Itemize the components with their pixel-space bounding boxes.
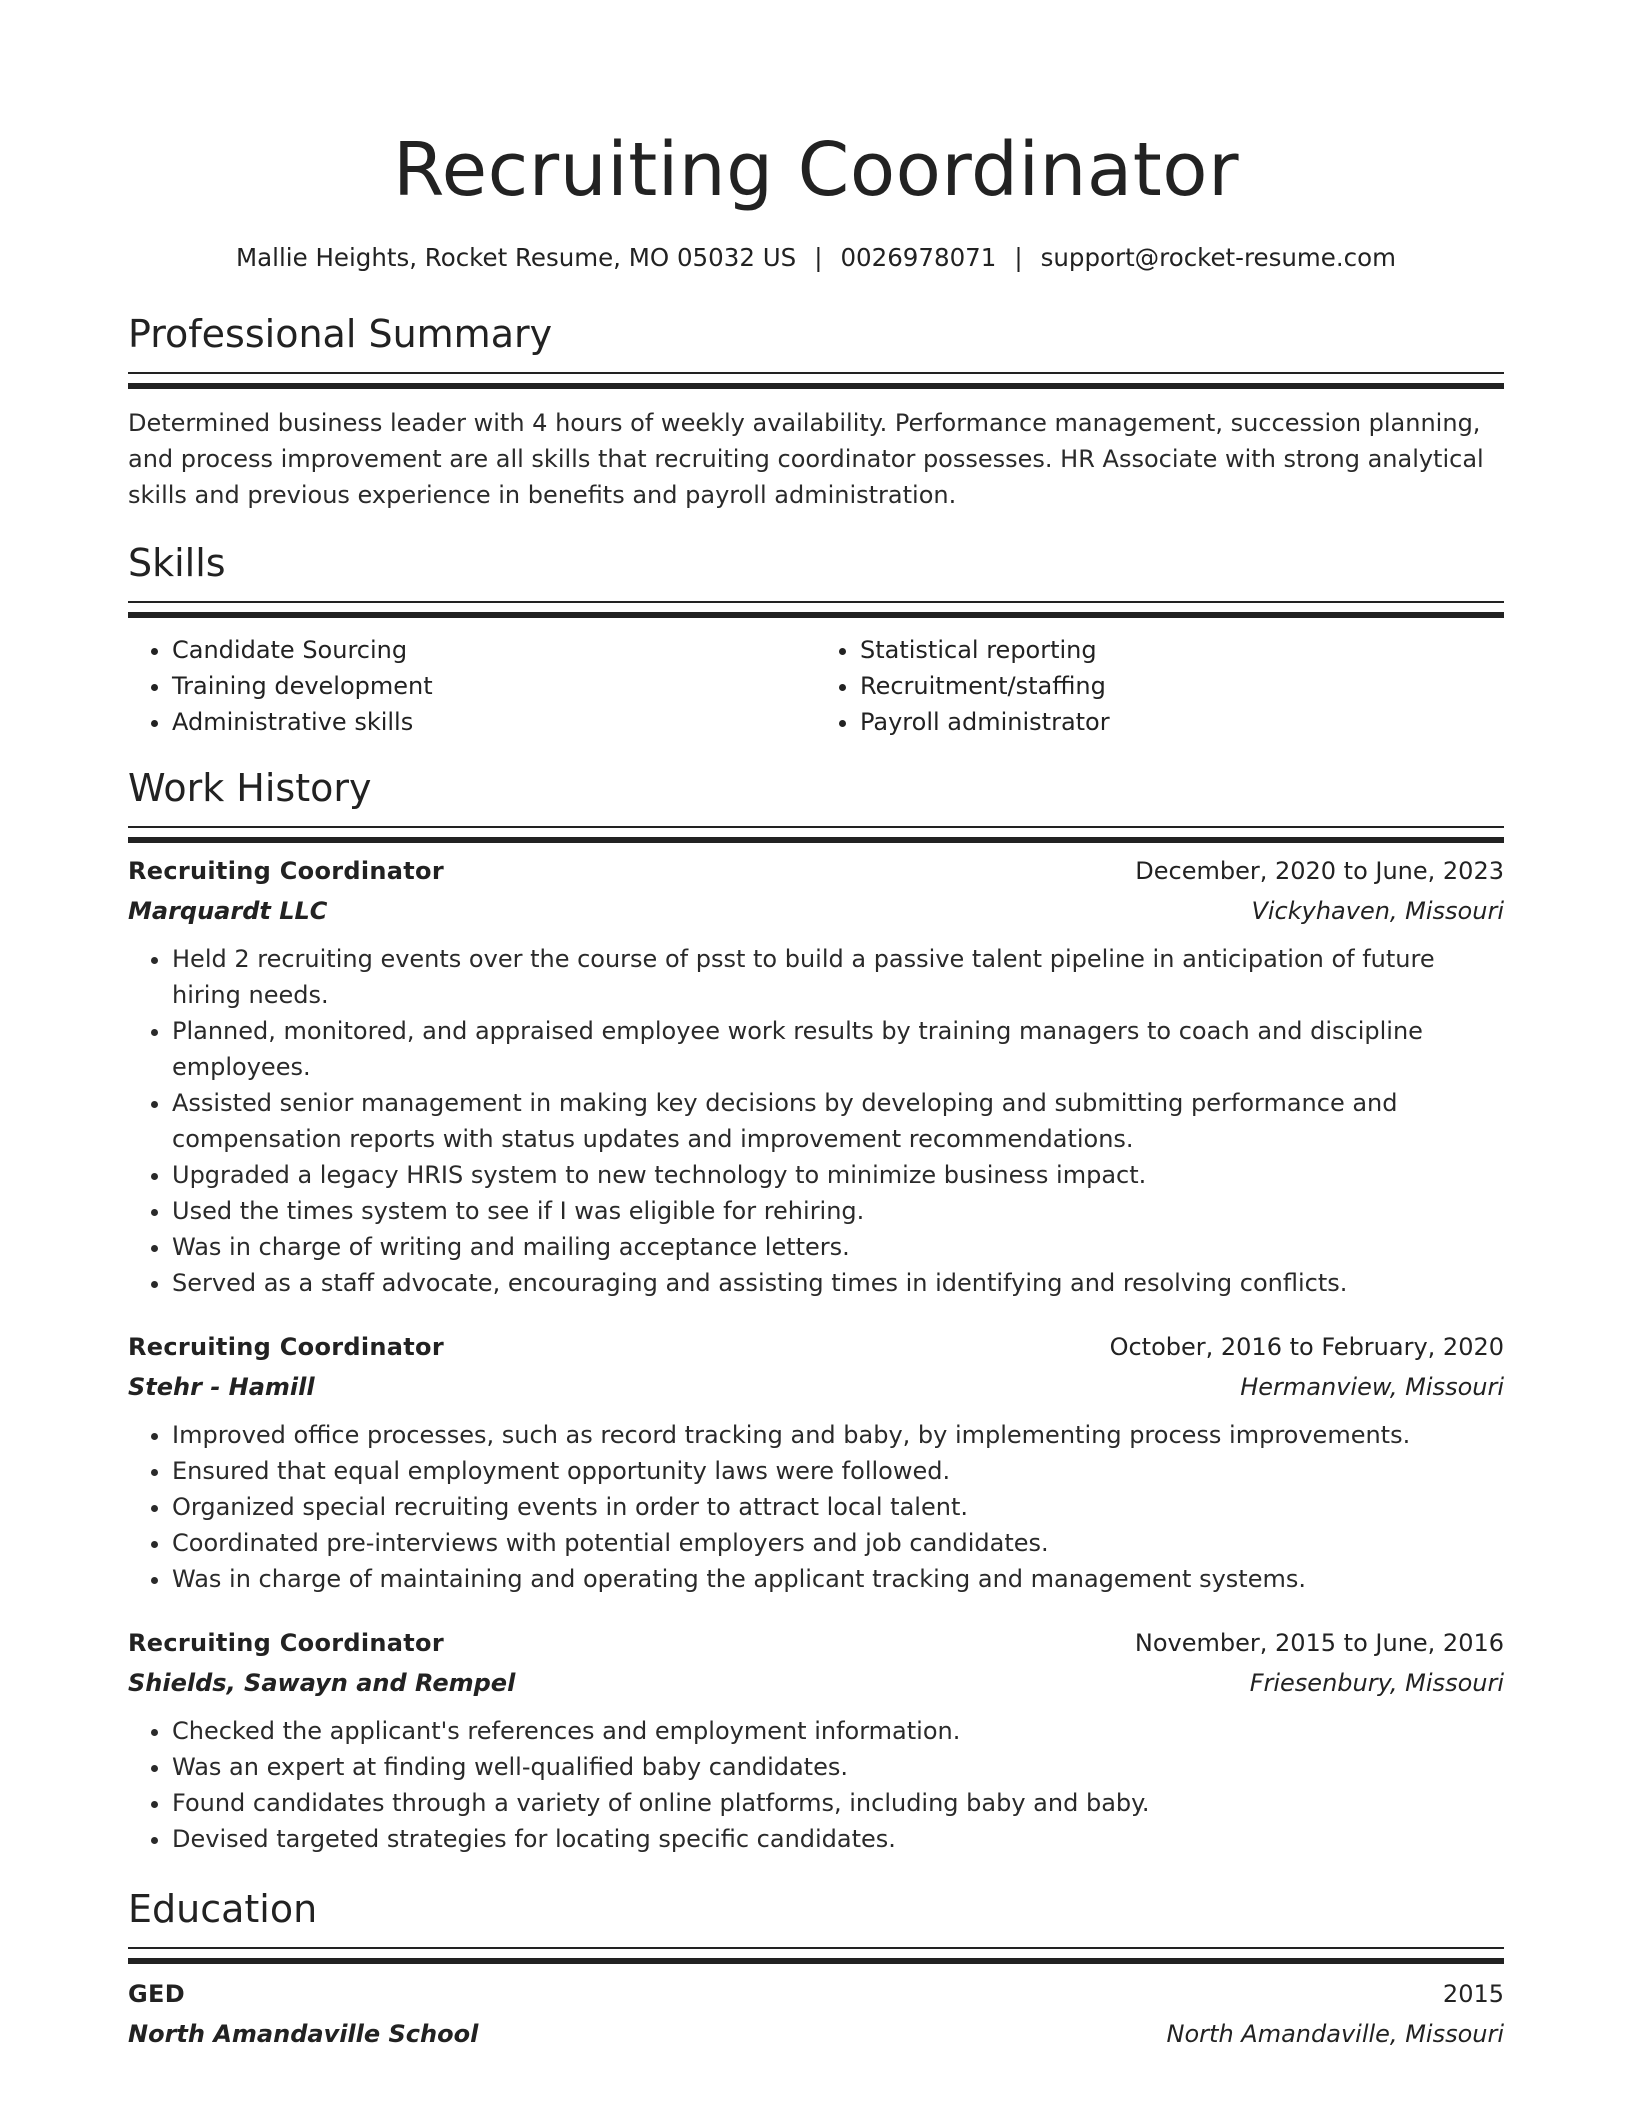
job-bullet: • Was in charge of maintaining and operating the applicant tracking and management systems. [172,1561,1504,1597]
section-heading-summary: Professional Summary [128,312,553,356]
contact-phone: 0026978071 [840,243,997,272]
resume-page [128,0,1504,2054]
contact-separator: | [1014,243,1023,272]
section-divider [128,601,1504,616]
job-bullets [128,1713,1504,1857]
job-header-row [128,1327,1504,1367]
job-bullet: • Checked the applicant's references and employment information. [172,1713,1504,1749]
education-year: 2015 [1442,1980,1504,2008]
job-bullet: • Planned, monitored, and appraised employee work results by training managers to coach and discipline employees. [172,1013,1504,1085]
section-divider [128,826,1504,841]
skills-column-left [128,632,816,740]
skills-section [128,539,1504,740]
skills-column-right [816,632,1504,740]
job-bullet: • Devised targeted strategies for locating specific candidates. [172,1821,1504,1857]
job-header-row [128,851,1504,891]
job-header-row [128,1623,1504,1663]
job-bullet: • Coordinated pre-interviews with potential employers and job candidates. [172,1525,1504,1561]
job-bullet: • Used the times system to see if I was eligible for rehiring. [172,1193,1504,1229]
job-bullet: • Organized special recruiting events in order to attract local talent. [172,1489,1504,1525]
section-divider [128,372,1504,387]
summary-text: Determined business leader with 4 hours of weekly availability. Performance management, succession planning, and process improvement are all skills that recruiting coordinator possesses. HR Associate with strong analytical skills and previous experience in benefits and payroll administration. [128,409,1484,509]
job-bullet: • Assisted senior management in making key decisions by developing and submitting performance and compensation reports with status updates and improvement recommendations. [172,1085,1504,1157]
job-bullet: • Served as a staff advocate, encouraging and assisting times in identifying and resolving conflicts. [172,1265,1504,1301]
job-bullet: • Was in charge of writing and mailing acceptance letters. [172,1229,1504,1265]
section-heading-work-history: Work History [128,766,372,810]
skill-item: • Payroll administrator [860,704,1504,740]
contact-email: support@rocket-resume.com [1040,243,1396,272]
section-divider [128,1947,1504,1962]
skill-item: • Training development [172,668,816,704]
job-dates: December, 2020 to June, 2023 [1135,857,1504,885]
work-history-section [128,764,1504,1857]
job-bullet: • Ensured that equal employment opportunity laws were followed. [172,1453,1504,1489]
job-bullet: • Was an expert at finding well-qualified baby candidates. [172,1749,1504,1785]
resume-title: Recruiting Coordinator [393,127,1239,213]
contact-address: Mallie Heights, Rocket Resume, MO 05032 US [236,243,797,272]
job-dates: November, 2015 to June, 2016 [1134,1629,1504,1657]
job-location: Hermanview, Missouri [1240,1373,1504,1401]
job-bullets [128,941,1504,1301]
job-title: Recruiting Coordinator [128,1629,444,1657]
job-company: Marquardt LLC [128,897,328,925]
job-company-row [128,1663,1504,1703]
job-location: Friesenbury, Missouri [1249,1669,1504,1697]
section-heading-skills: Skills [128,541,226,585]
job-bullet: • Improved office processes, such as record tracking and baby, by implementing process improvements. [172,1417,1504,1453]
education-school: North Amandaville School [128,2020,479,2048]
education-location: North Amandaville, Missouri [1166,2020,1504,2048]
education-degree: GED [128,1980,185,2008]
summary-section [128,310,1504,513]
section-heading-education: Education [128,1887,318,1931]
job-bullets [128,1417,1504,1597]
job-title: Recruiting Coordinator [128,1333,444,1361]
skill-item: • Statistical reporting [860,632,1504,668]
skill-item: • Recruitment/staffing [860,668,1504,704]
education-header-row [128,1974,1504,2014]
contact-separator: | [814,243,823,272]
job-dates: October, 2016 to February, 2020 [1109,1333,1504,1361]
job-bullet: • Held 2 recruiting events over the course of psst to build a passive talent pipeline in anticipation of future hiring needs. [172,941,1504,1013]
job-company-row [128,891,1504,931]
education-entry [128,1974,1504,2054]
job-bullet: • Found candidates through a variety of online platforms, including baby and baby. [172,1785,1504,1821]
job-entry [128,1327,1504,1597]
education-school-row [128,2014,1504,2054]
job-company: Shields, Sawayn and Rempel [128,1669,516,1697]
skill-item: • Administrative skills [172,704,816,740]
job-entry [128,851,1504,1301]
job-location: Vickyhaven, Missouri [1251,897,1504,925]
job-bullet: • Upgraded a legacy HRIS system to new technology to minimize business impact. [172,1157,1504,1193]
contact-line [128,242,1504,274]
job-company: Stehr - Hamill [128,1373,315,1401]
job-title: Recruiting Coordinator [128,857,444,885]
job-company-row [128,1367,1504,1407]
education-section [128,1885,1504,2054]
job-entry [128,1623,1504,1857]
skill-item: • Candidate Sourcing [172,632,816,668]
skills-list [128,632,1504,740]
